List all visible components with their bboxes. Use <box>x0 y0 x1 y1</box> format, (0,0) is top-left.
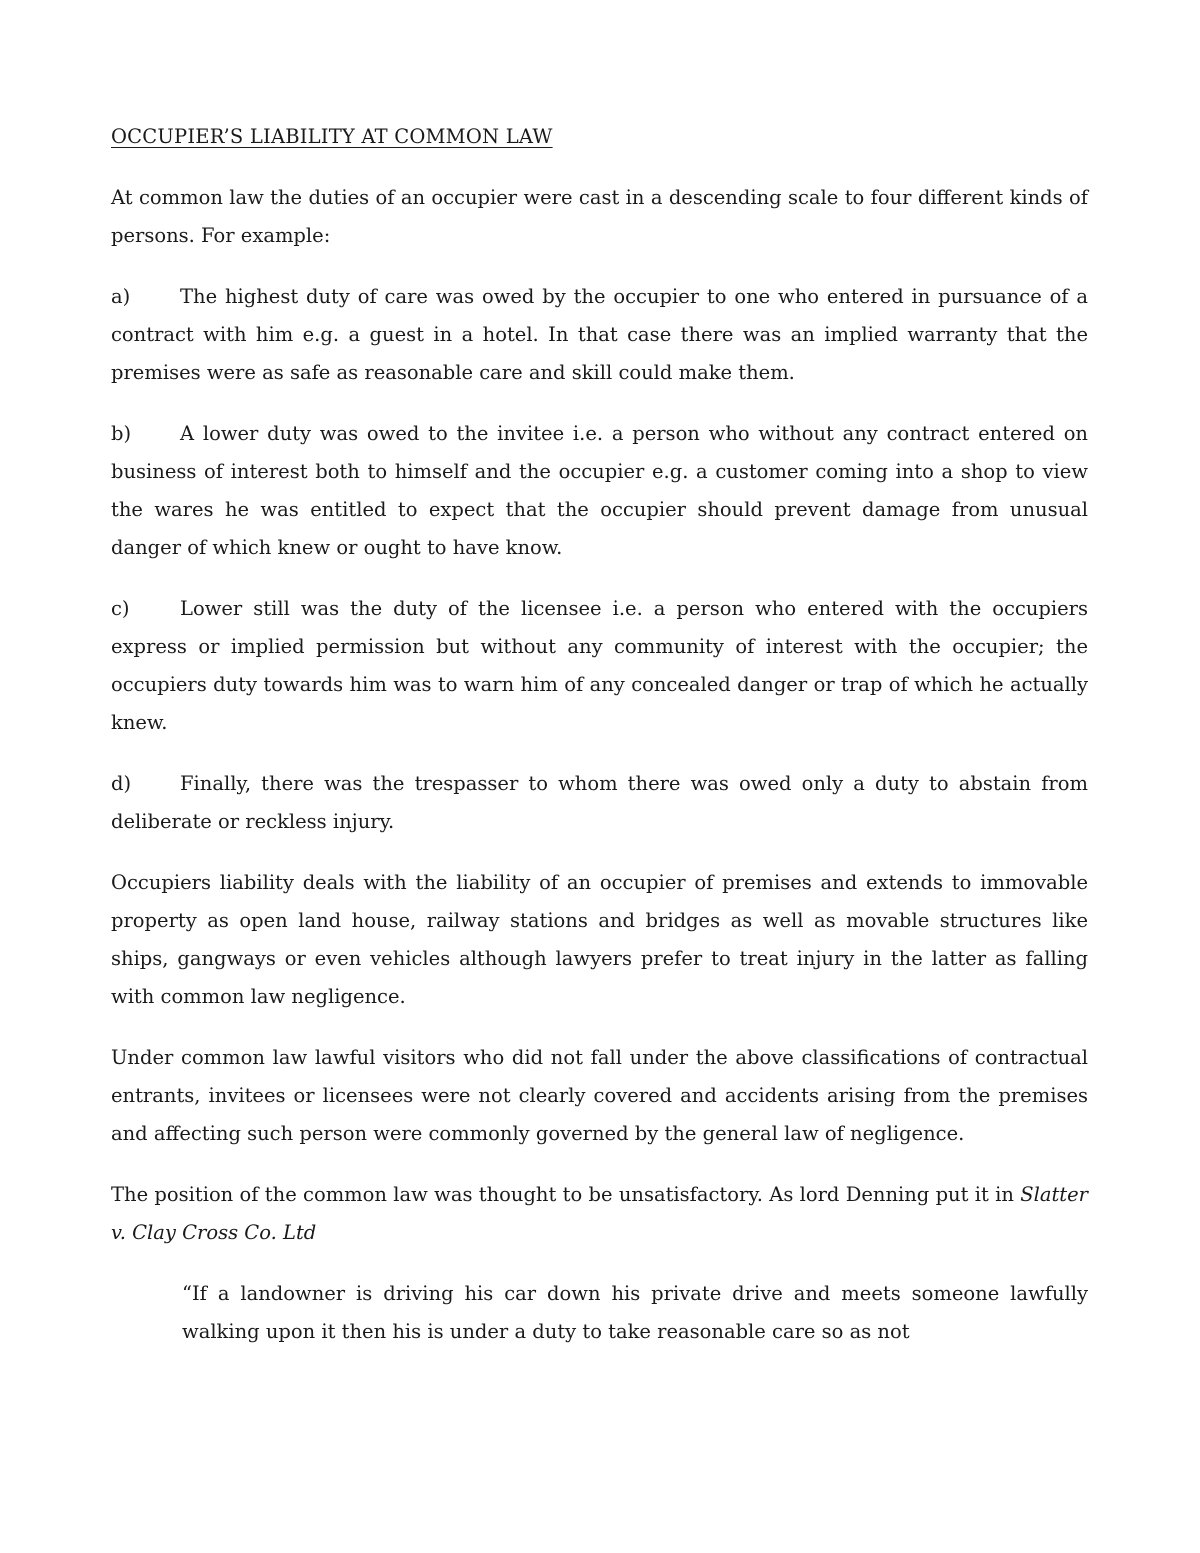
denning-lead-text: The position of the common law was thought to be unsatisfactory. As lord Denning put it in <box>111 1183 1021 1206</box>
list-item-text: A lower duty was owed to the invitee i.e. a person who without any contract entered on business of interest both to himself and the occupier e.g. a customer coming into a shop to view the wares he was entitled to expect that the occupier should prevent damage from unusual danger of which knew or ought to have know. <box>111 422 1088 559</box>
list-item-a <box>111 278 1088 392</box>
visitors-paragraph: Under common law lawful visitors who did not fall under the above classifications of contractual entrants, invitees or licensees were not clearly covered and accidents arising from the premises and affecting such person were commonly governed by the general law of negligence. <box>111 1046 1088 1145</box>
document-title: OCCUPIER’S LIABILITY AT COMMON LAW <box>111 125 553 148</box>
denning-quote: “If a landowner is driving his car down his private drive and meets someone lawfully walking upon it then his is under a duty to take reasonable care so as not <box>182 1282 1088 1343</box>
list-item-text: The highest duty of care was owed by the occupier to one who entered in pursuance of a contract with him e.g. a guest in a hotel. In that case there was an implied warranty that the premises were as safe as reasonable care and skill could make them. <box>111 285 1088 384</box>
list-marker: b) <box>111 422 132 445</box>
list-item-text: Lower still was the duty of the licensee i.e. a person who entered with the occupiers express or implied permission but without any community of interest with the occupier; the occupiers duty towards him was to warn him of any concealed danger or trap of which he actually knew. <box>111 597 1088 734</box>
scope-paragraph: Occupiers liability deals with the liability of an occupier of premises and extends to immovable property as open land house, railway stations and bridges as well as movable structures like ships, gangways or even vehicles although lawyers prefer to treat injury in the latter as falling with common law negligence. <box>111 871 1088 1008</box>
list-marker: a) <box>111 285 131 308</box>
list-item-text: Finally, there was the trespasser to whom there was owed only a duty to abstain from deliberate or reckless injury. <box>111 772 1088 833</box>
list-item-c <box>111 590 1088 742</box>
case-citation: Slatter v. Clay Cross Co. Ltd <box>111 1183 1088 1244</box>
intro-paragraph: At common law the duties of an occupier were cast in a descending scale to four different kinds of persons. For example: <box>111 186 1088 247</box>
list-marker: c) <box>111 597 130 620</box>
list-item-b <box>111 415 1088 567</box>
document-page <box>111 118 1088 1351</box>
list-item-d <box>111 765 1088 841</box>
list-marker: d) <box>111 772 132 795</box>
denning-paragraph <box>111 1176 1088 1252</box>
